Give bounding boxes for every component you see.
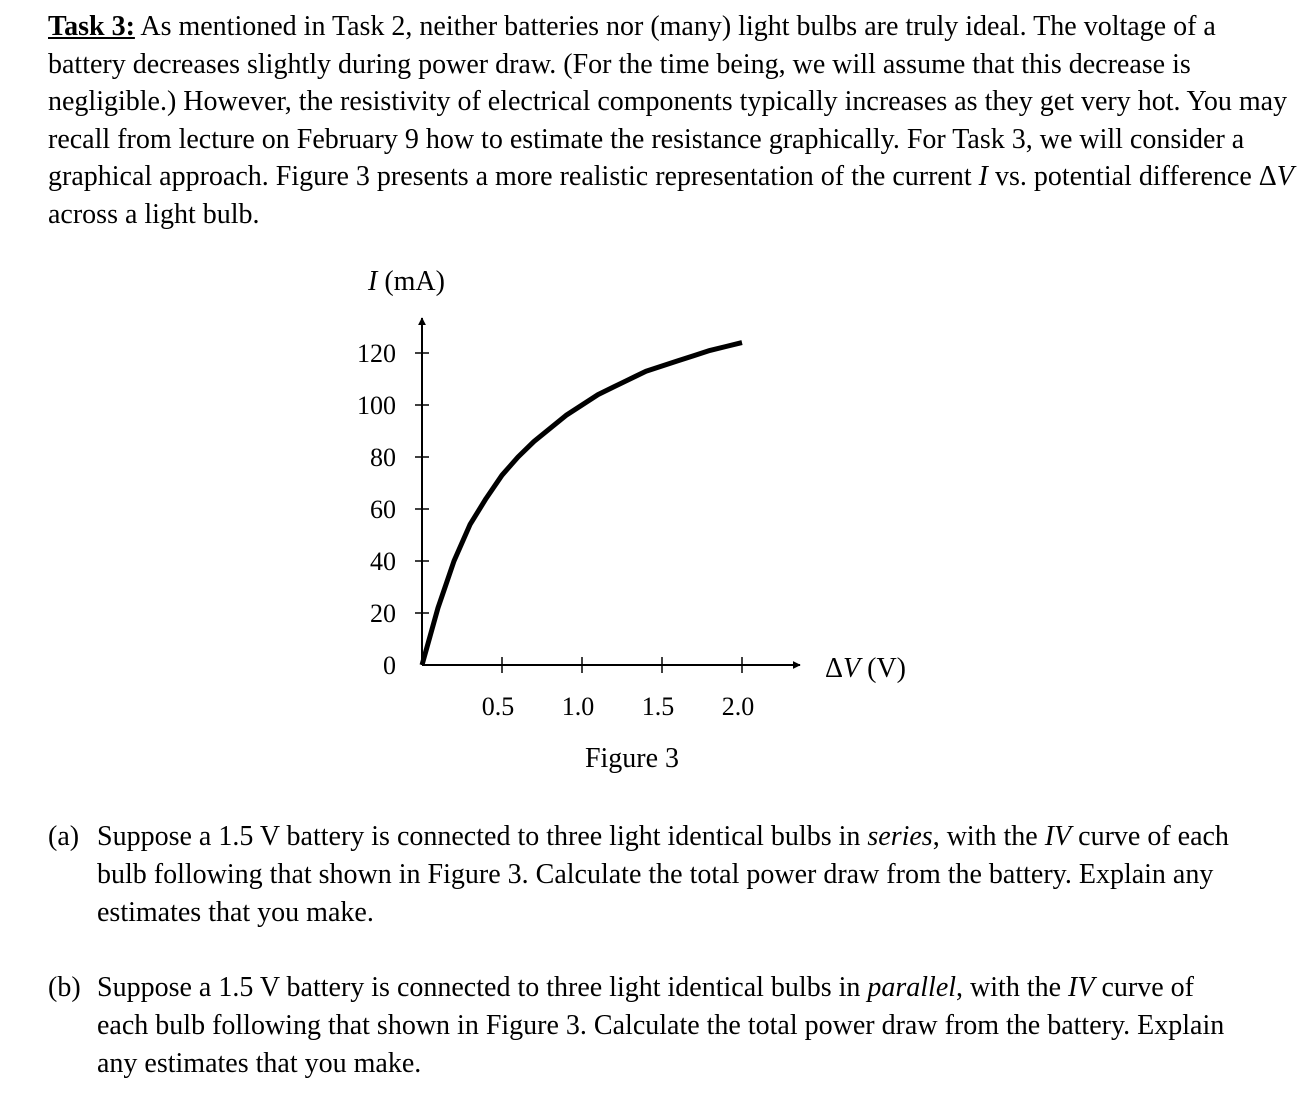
question-a-label: (a) <box>48 821 80 852</box>
question-a-emphasis: series <box>867 821 933 852</box>
intro-text-1: As mentioned in Task 2, neither batteries nor (many) light bulbs are truly ideal. The voltage of a battery decreases slightly during power draw. (For the time being, we will assume that this decrease is negligible.) However, the resistivity of electrical components typically increases as they get very hot. You may recall from lecture on February 9 how to estimate the resistance graphically. For Task 3, we will consider a graphical approach. Figure 3 presents a more realistic representation of the current <box>48 11 1288 193</box>
figure-caption: Figure 3 <box>584 743 680 774</box>
question-b <box>48 969 1248 1083</box>
y-ticks <box>357 339 429 680</box>
x-tick-label: 0.5 <box>481 692 515 721</box>
intro-var-i: I <box>978 161 988 193</box>
task-label: Task 3: <box>48 11 135 42</box>
question-b-emphasis: parallel <box>867 972 957 1003</box>
iv-chart <box>0 250 1316 730</box>
intro-text-3: across a light bulb. <box>48 198 260 230</box>
x-tick-label: 2.0 <box>721 692 755 721</box>
x-tick-label: 1.0 <box>561 692 595 721</box>
question-a-text: Suppose a 1.5 V battery is connected to three light identical bulbs in series, with the IV curve of each bulb following that shown in Figure 3. Calculate the total power draw from the battery. Explain any estimates that you make. <box>97 821 1229 928</box>
x-tick-label: 1.5 <box>641 692 675 721</box>
y-tick-label: 80 <box>370 443 396 472</box>
y-tick-label: 100 <box>357 391 396 420</box>
y-tick-label: 0 <box>383 651 396 680</box>
question-b-text: Suppose a 1.5 V battery is connected to three light identical bulbs in parallel, with the IV curve of each bulb following that shown in Figure 3. Calculate the total power draw from the battery. Explain any estimates that you make. <box>97 972 1225 1079</box>
intro-text-2: vs. potential difference Δ <box>987 161 1277 193</box>
iv-curve-line <box>422 343 742 665</box>
intro-paragraph <box>48 8 1298 234</box>
question-a <box>48 818 1248 932</box>
y-tick-label: 20 <box>370 599 396 628</box>
question-b-label: (b) <box>48 972 81 1003</box>
y-axis-label: I (mA) <box>368 266 445 297</box>
x-ticks <box>482 657 755 721</box>
y-tick-label: 60 <box>370 495 396 524</box>
y-tick-label: 120 <box>357 339 396 368</box>
x-axis-label: ΔV (V) <box>825 653 906 684</box>
intro-var-v: V <box>1276 161 1294 193</box>
y-tick-label: 40 <box>370 547 396 576</box>
